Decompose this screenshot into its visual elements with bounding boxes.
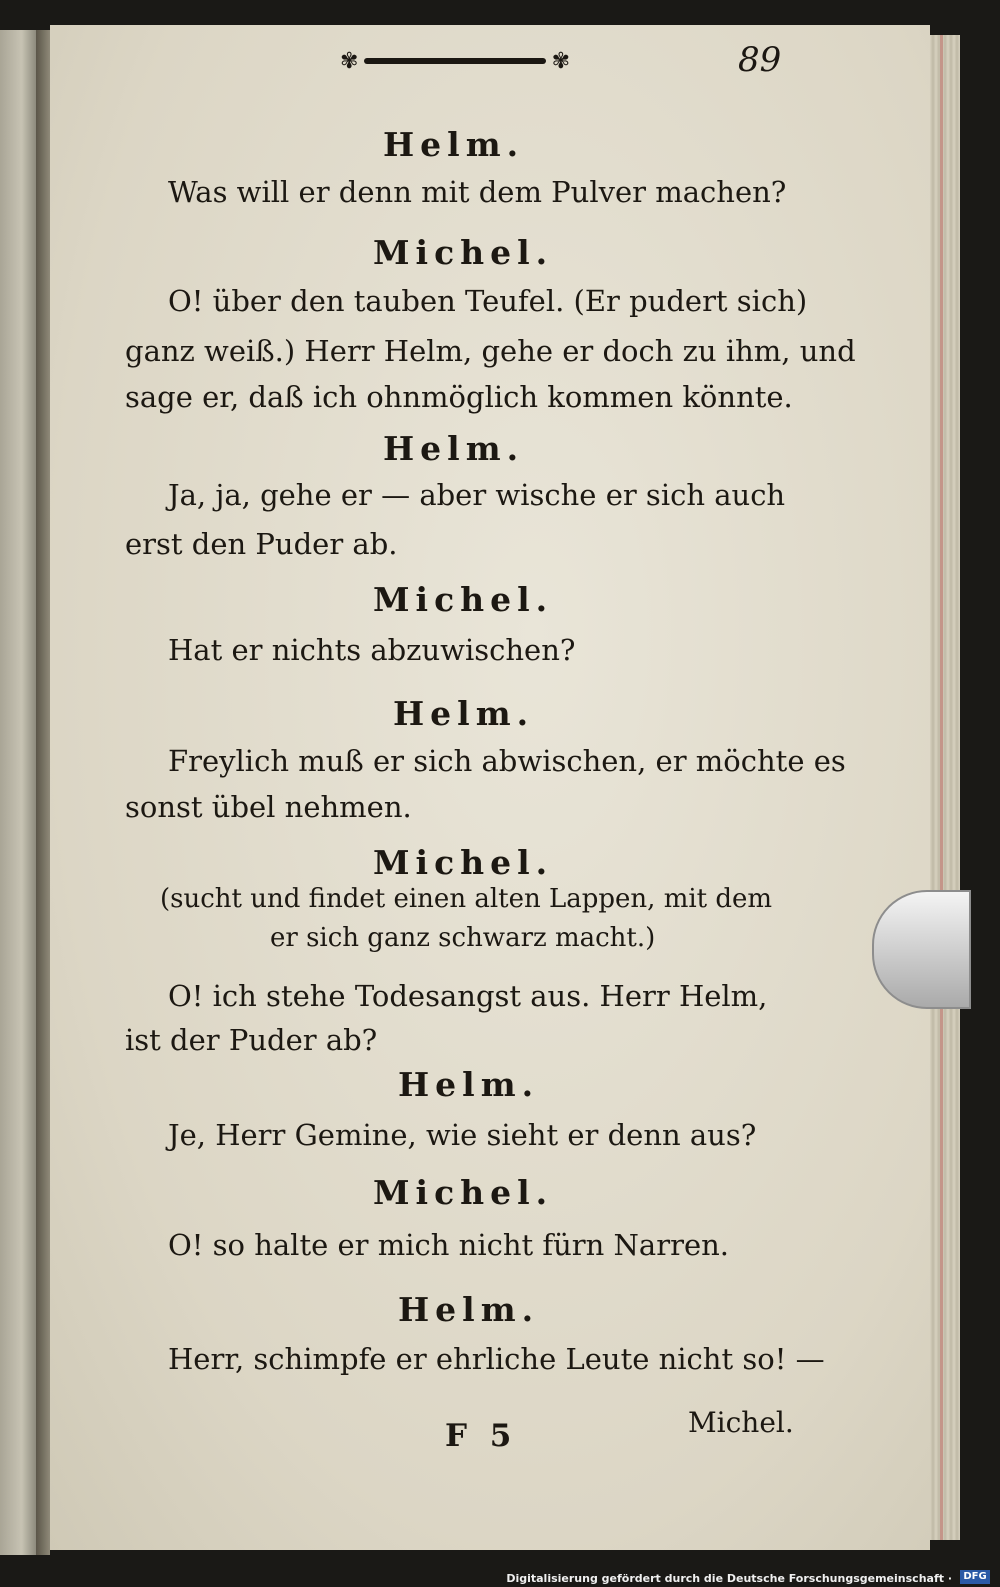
catchword: Michel. xyxy=(688,1406,794,1439)
text-line: Freylich muß er sich abwischen, er möchte es xyxy=(168,744,846,778)
speaker-heading: Helm. xyxy=(398,1065,540,1104)
page-stack-edges xyxy=(930,35,960,1540)
dfg-notice: Digitalisierung gefördert durch die Deutsche Forschungsgemeinschaft · xyxy=(506,1572,952,1585)
text-line: Ja, ja, gehe er — aber wische er sich auch xyxy=(168,478,786,512)
speaker-heading: Michel. xyxy=(373,1173,554,1212)
page-number: 89 xyxy=(738,40,782,80)
text-line: ist der Puder ab? xyxy=(125,1023,378,1057)
flower-ornament-icon: ✾ xyxy=(551,48,570,74)
dfg-logo-icon: DFG xyxy=(960,1570,990,1584)
speaker-heading: Helm. xyxy=(398,1290,540,1329)
stage-direction: er sich ganz schwarz macht.) xyxy=(270,923,656,953)
red-page-edge xyxy=(940,35,943,1540)
printer-signature: F 5 xyxy=(445,1418,518,1454)
speaker-heading: Helm. xyxy=(383,429,525,468)
text-line: O! ich stehe Todesangst aus. Herr Helm, xyxy=(168,979,768,1013)
flower-ornament-icon: ✾ xyxy=(340,48,359,74)
text-line: O! so halte er mich nicht fürn Narren. xyxy=(168,1228,729,1262)
text-line: erst den Puder ab. xyxy=(125,527,398,561)
stage-direction: (sucht und findet einen alten Lappen, mit dem xyxy=(160,884,773,914)
ornament-rule xyxy=(364,58,545,64)
page-header xyxy=(340,40,800,80)
page-clip-tab xyxy=(872,890,971,1009)
speaker-heading: Helm. xyxy=(393,694,535,733)
text-line: Hat er nichts abzuwischen? xyxy=(168,633,576,667)
speaker-heading: Michel. xyxy=(373,233,554,272)
text-line: sage er, daß ich ohnmöglich kommen könnte. xyxy=(125,380,793,414)
speaker-heading: Helm. xyxy=(383,125,525,164)
left-page-edge xyxy=(0,30,36,1555)
text-line: Herr, schimpfe er ehrliche Leute nicht so! — xyxy=(168,1342,825,1376)
book-gutter xyxy=(36,30,50,1555)
text-line: O! über den tauben Teufel. (Er pudert sich) xyxy=(168,284,808,318)
text-line: Je, Herr Gemine, wie sieht er denn aus? xyxy=(168,1118,757,1152)
text-line: sonst übel nehmen. xyxy=(125,790,412,824)
text-line: ganz weiß.) Herr Helm, gehe er doch zu ihm, und xyxy=(125,334,856,368)
header-ornament xyxy=(340,46,570,76)
speaker-heading: Michel. xyxy=(373,580,554,619)
speaker-heading: Michel. xyxy=(373,843,554,882)
text-line: Was will er denn mit dem Pulver machen? xyxy=(168,175,787,209)
